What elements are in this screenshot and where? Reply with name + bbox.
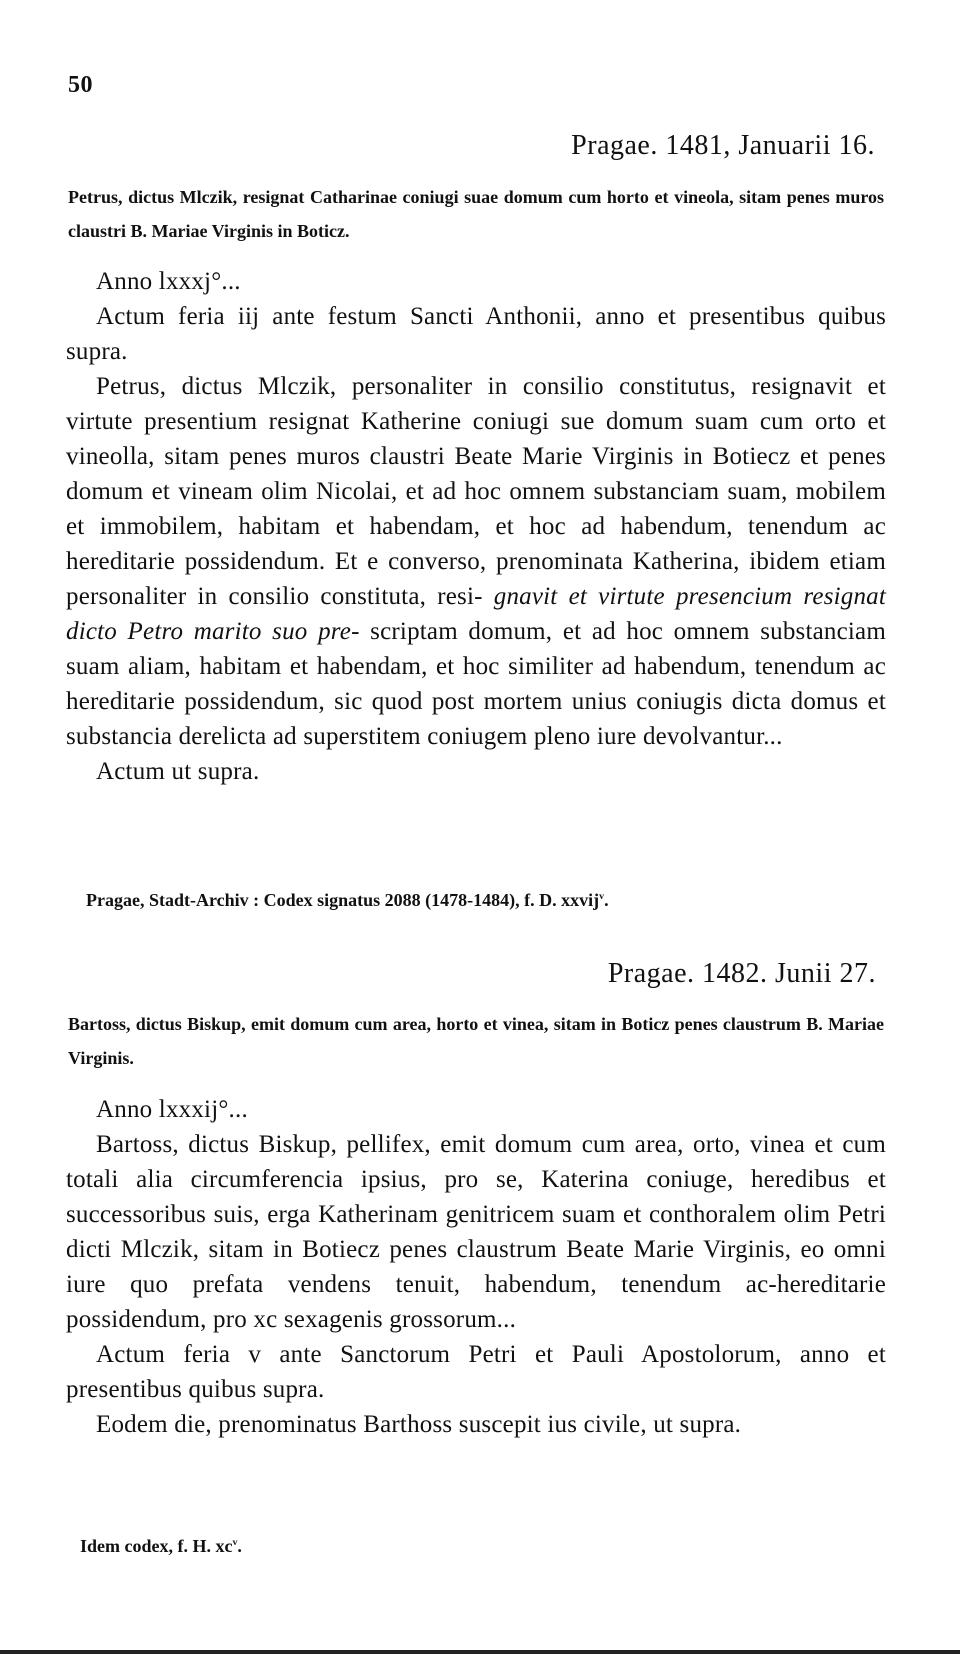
entry-2-anno: Anno lxxxij°... (96, 1096, 248, 1123)
entry-1-paragraph-3: Actum ut supra. (96, 758, 260, 785)
page-number: 50 (68, 72, 93, 98)
entry-1-source-end: . (604, 890, 609, 910)
entry-1-source-sup: v (599, 891, 605, 902)
entry-2-summary: Bartoss, dictus Biskup, emit domum cum area, horto et vinea, sitam in Boticz penes claustrum B. Mariae Virginis. (68, 1014, 884, 1068)
entry-2-source (80, 1536, 242, 1557)
entry-1-body (66, 264, 886, 789)
entry-2-source-end: . (237, 1536, 242, 1556)
entry-1-summary: Petrus, dictus Mlczik, resignat Catharinae coniugi suae domum cum horto et vineola, sitam penes muros claustri B. Mariae Virginis in Boticz. (68, 187, 884, 241)
entry-1-paragraph-1: Actum feria iij ante festum Sancti Anthonii, anno et presentibus quibus supra. (66, 303, 886, 365)
entry-2-paragraph-3: Eodem die, prenominatus Barthoss suscepit ius civile, ut supra. (96, 1411, 742, 1438)
entry-2-date: Pragae. 1482. Junii 27. (607, 958, 876, 989)
entry-1-paragraph-2-part-2: scriptam domum, et ad hoc omnem substanciam suam aliam, habitam et habendam, et hoc similiter ad habendum, tenendum ac hereditarie possidendum, sic quod post mortem unius coniugis dicta domus et substancia derelicta ad superstitem coniugem pleno iure devolvantur... (66, 618, 886, 750)
entry-2-source-sup: v (232, 1537, 238, 1548)
bottom-border (0, 1650, 960, 1654)
entry-1-paragraph-2-part-1: Petrus, dictus Mlczik, personaliter in consilio constitutus, resignavit et virtute presentium resignat Katherine coniugi sue domum suam cum orto et vineolla, sitam penes muros claustri Beate Marie Virginis in Botiecz et penes domum et vineam olim Nicolai, et ad hoc omnem substanciam suam, mobilem et immobilem, habitam et habendam, et hoc ad habendum, tenendum ac hereditarie possidendum. Et e converso, prenominata Katherina, ibidem etiam personaliter in consilio constituta, resi- (66, 373, 886, 610)
entry-1-date: Pragae. 1481, Januarii 16. (571, 130, 875, 161)
entry-1-source (86, 890, 609, 911)
entry-1-source-text: Pragae, Stadt-Archiv : Codex signatus 2088 (1478-1484), f. D. xxvij (86, 890, 600, 910)
entry-1-paragraph-2-italic: gnavit et virtute presencium resignat dicto Petro marito suo pre- (66, 583, 887, 645)
entry-1-paragraph-2 (66, 369, 886, 754)
entry-2-body (66, 1092, 886, 1442)
entry-2-paragraph-2: Actum feria v ante Sanctorum Petri et Pauli Apostolorum, anno et presentibus quibus supra. (66, 1341, 886, 1403)
entry-2-source-text: Idem codex, f. H. xc (80, 1536, 233, 1556)
entry-1-anno: Anno lxxxj°... (96, 268, 241, 295)
entry-2-paragraph-1: Bartoss, dictus Biskup, pellifex, emit domum cum area, orto, vinea et cum totali alia circumferencia ipsius, pro se, Katerina coniuge, heredibus et successoribus suis, erga Katherinam genitricem suam et conthoralem olim Petri dicti Mlczik, sitam in Botiecz penes claustrum Beate Marie Virginis, eo omni iure quo prefata vendens tenuit, habendum, tenendum ac-hereditarie possidendum, pro xc sexagenis grossorum... (66, 1131, 886, 1333)
